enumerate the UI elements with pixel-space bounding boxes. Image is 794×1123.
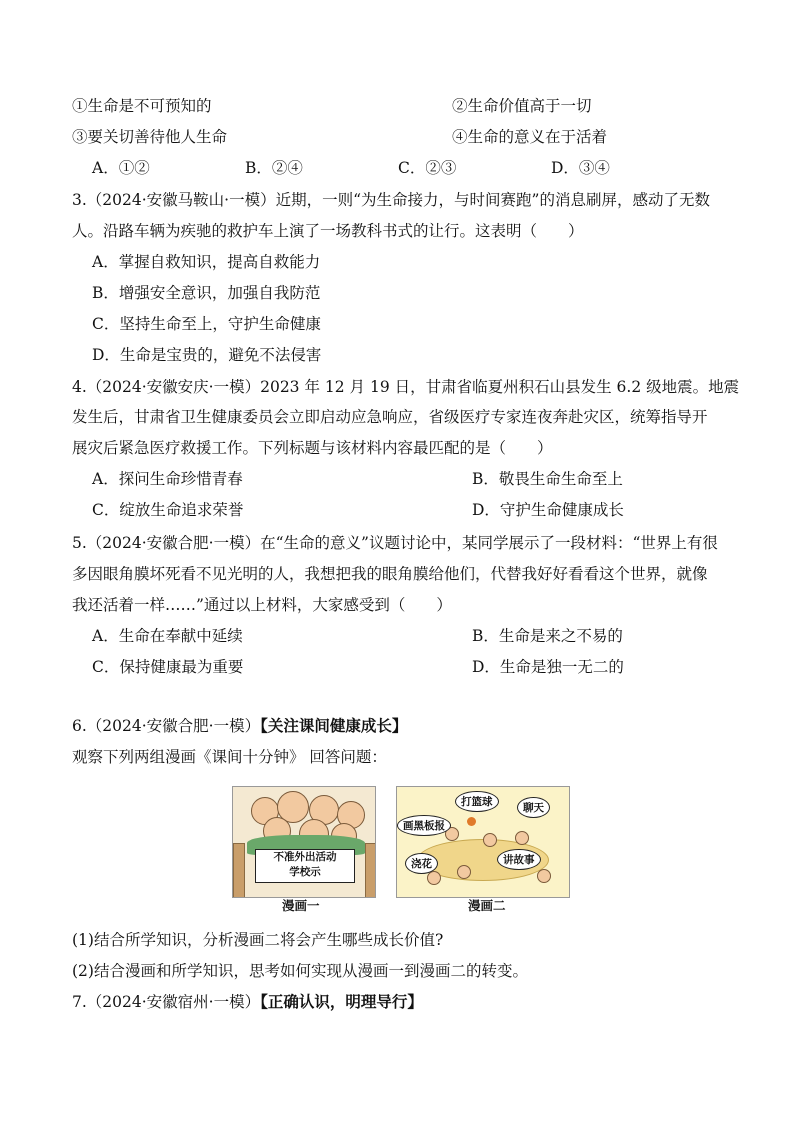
q4-option-b: B．敬畏生命生命至上	[472, 470, 623, 488]
q2-statement-2: ②生命价值高于一切	[452, 97, 592, 115]
student-head	[515, 831, 529, 845]
comic-panel-1	[232, 786, 376, 898]
notice-sign	[255, 849, 355, 883]
q4-option-c: C．绽放生命追求荣誉	[92, 501, 244, 519]
q7-topic: 【正确认识，明理导行】	[260, 992, 423, 1011]
q4-stem-line3: 展灾后紧急医疗救援工作。下列标题与该材料内容最匹配的是（ ）	[72, 439, 553, 457]
q2-option-b: B．②④	[245, 159, 303, 177]
q3-option-d: D．生命是宝贵的，避免不法侵害	[92, 346, 322, 364]
bubble-watering: 浇花	[405, 853, 438, 874]
q2-statements-row2	[72, 126, 608, 148]
q3-stem-line2: 人。沿路车辆为疾驰的救护车上演了一场教科书式的让行。这表明（ ）	[72, 222, 584, 240]
q5-stem-line3: 我还活着一样……”通过以上材料，大家感受到（ ）	[72, 596, 452, 614]
student-head	[427, 871, 441, 885]
q7-heading	[72, 991, 423, 1013]
q6-subquestion-2: (2)结合漫画和所学知识，思考如何实现从漫画一到漫画二的转变。	[72, 962, 528, 980]
bubble-basketball: 打篮球	[455, 791, 499, 812]
student-head	[537, 869, 551, 883]
q4-stem-line1: 4.（2024·安徽安庆·一模）2023 年 12 月 19 日，甘肃省临夏州积石山县发生 6.2 级地震。地震	[72, 378, 740, 396]
q6-intro: 观察下列两组漫画《课间十分钟》 回答问题：	[72, 748, 387, 766]
q5-option-d: D．生命是独一无二的	[472, 658, 624, 676]
q4-options-row1	[92, 468, 623, 490]
q5-option-b: B．生命是来之不易的	[472, 627, 623, 645]
comic-figure	[232, 786, 572, 911]
q5-option-c: C．保持健康最为重要	[92, 658, 244, 676]
student-head	[483, 833, 497, 847]
q3-option-c: C．坚持生命至上，守护生命健康	[92, 315, 321, 333]
q7-source: 7.（2024·安徽宿州·一模）	[72, 993, 261, 1011]
q2-statement-1: ①生命是不可预知的	[72, 97, 212, 115]
q4-option-d: D．守护生命健康成长	[472, 501, 624, 519]
comic-1-caption: 漫画一	[282, 898, 320, 913]
q2-statement-4: ④生命的意义在于活着	[452, 128, 608, 146]
q4-options-row2	[92, 499, 624, 521]
q4-option-a: A．探问生命珍惜青春	[92, 470, 243, 488]
q6-heading	[72, 715, 407, 737]
q5-stem-line2: 多因眼角膜坏死看不见光明的人，我想把我的眼角膜给他们，代替我好好看看这个世界，就像	[72, 565, 708, 583]
q2-option-c: C．②③	[398, 159, 457, 177]
q2-option-d: D．③④	[551, 159, 610, 177]
fence-post	[365, 843, 376, 898]
q6-topic: 【关注课间健康成长】	[260, 716, 408, 735]
q2-statement-3: ③要关切善待他人生命	[72, 128, 228, 146]
q5-option-a: A．生命在奉献中延续	[92, 627, 243, 645]
q3-option-b: B．增强安全意识，加强自我防范	[92, 284, 321, 302]
q6-subquestion-1: (1)结合所学知识，分析漫画二将会产生哪些成长价值?	[72, 931, 444, 949]
q3-option-a: A．掌握自救知识，提高自救能力	[92, 253, 321, 271]
notice-sign-line1: 不准外出活动	[273, 851, 337, 863]
fence-post	[233, 843, 245, 898]
bubble-blackboard: 画黑板报	[397, 815, 451, 836]
q2-options	[92, 157, 610, 179]
bubble-storytelling: 讲故事	[497, 849, 541, 870]
q4-stem-line2: 发生后，甘肃省卫生健康委员会立即启动应急响应，省级医疗专家连夜奔赴灾区，统筹指导开	[72, 408, 708, 426]
q5-options-row2	[92, 656, 624, 678]
q2-option-a: A．①②	[92, 159, 150, 177]
comic-2-caption: 漫画二	[468, 898, 506, 913]
comic-panel-2	[396, 786, 570, 898]
q2-statements-row1	[72, 95, 592, 117]
student-head	[457, 865, 471, 879]
q5-options-row1	[92, 625, 623, 647]
q6-source: 6.（2024·安徽合肥·一模）	[72, 717, 261, 735]
basketball-icon	[467, 817, 476, 826]
q5-stem-line1: 5.（2024·安徽合肥·一模）在“生命的意义”议题讨论中，某同学展示了一段材料：“世界上有很	[72, 534, 718, 552]
bubble-chat: 聊天	[517, 797, 550, 818]
notice-sign-line2: 学校示	[289, 866, 321, 878]
q3-stem-line1: 3.（2024·安徽马鞍山·一模）近期，一则“为生命接力，与时间赛跑”的消息刷屏，感动了无数	[72, 191, 710, 209]
